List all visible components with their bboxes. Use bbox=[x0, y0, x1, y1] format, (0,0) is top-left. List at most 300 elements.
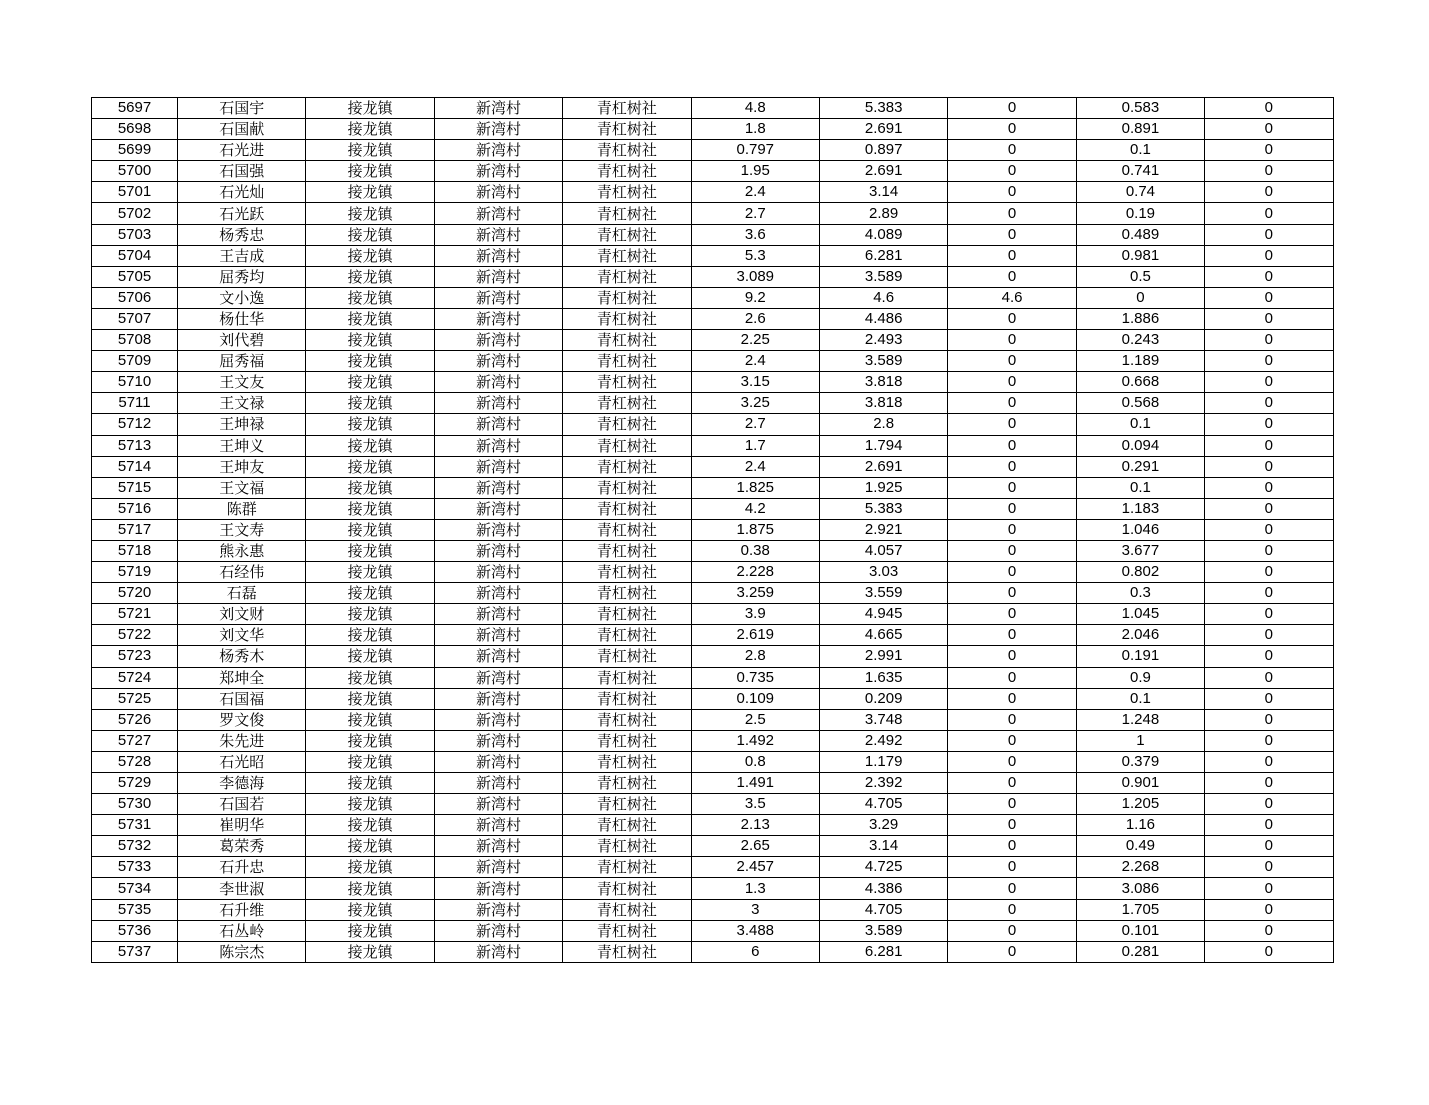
cell-value-a: 0.38 bbox=[691, 540, 819, 561]
cell-name: 石国福 bbox=[178, 688, 306, 709]
cell-record-id: 5712 bbox=[92, 414, 178, 435]
table-row bbox=[92, 899, 1334, 920]
cell-name: 陈群 bbox=[178, 498, 306, 519]
cell-town: 接龙镇 bbox=[306, 519, 434, 540]
cell-value-d: 1.045 bbox=[1076, 604, 1204, 625]
cell-town: 接龙镇 bbox=[306, 646, 434, 667]
cell-value-c: 0 bbox=[948, 562, 1076, 583]
cell-value-d: 0.281 bbox=[1076, 941, 1204, 962]
cell-village: 新湾村 bbox=[434, 308, 562, 329]
table-row bbox=[92, 604, 1334, 625]
cell-value-a: 3.15 bbox=[691, 372, 819, 393]
cell-value-a: 2.13 bbox=[691, 815, 819, 836]
cell-name: 王文禄 bbox=[178, 393, 306, 414]
cell-value-a: 1.491 bbox=[691, 773, 819, 794]
cell-value-d: 3.677 bbox=[1076, 540, 1204, 561]
cell-town: 接龙镇 bbox=[306, 203, 434, 224]
cell-value-b: 2.691 bbox=[819, 119, 947, 140]
cell-record-id: 5706 bbox=[92, 287, 178, 308]
cell-village: 新湾村 bbox=[434, 941, 562, 962]
cell-value-c: 0 bbox=[948, 583, 1076, 604]
cell-community: 青杠树社 bbox=[563, 161, 691, 182]
cell-value-c: 0 bbox=[948, 330, 1076, 351]
cell-village: 新湾村 bbox=[434, 667, 562, 688]
table-row bbox=[92, 836, 1334, 857]
cell-town: 接龙镇 bbox=[306, 393, 434, 414]
cell-community: 青杠树社 bbox=[563, 604, 691, 625]
cell-name: 屈秀均 bbox=[178, 266, 306, 287]
cell-name: 石升维 bbox=[178, 899, 306, 920]
cell-town: 接龙镇 bbox=[306, 98, 434, 119]
cell-town: 接龙镇 bbox=[306, 899, 434, 920]
cell-village: 新湾村 bbox=[434, 583, 562, 604]
cell-name: 郑坤全 bbox=[178, 667, 306, 688]
cell-value-a: 1.95 bbox=[691, 161, 819, 182]
cell-record-id: 5722 bbox=[92, 625, 178, 646]
cell-name: 文小逸 bbox=[178, 287, 306, 308]
cell-town: 接龙镇 bbox=[306, 287, 434, 308]
cell-value-c: 0 bbox=[948, 435, 1076, 456]
cell-value-b: 2.89 bbox=[819, 203, 947, 224]
cell-community: 青杠树社 bbox=[563, 751, 691, 772]
cell-town: 接龙镇 bbox=[306, 456, 434, 477]
cell-value-e: 0 bbox=[1205, 266, 1333, 287]
table-row bbox=[92, 857, 1334, 878]
cell-value-a: 2.4 bbox=[691, 351, 819, 372]
cell-value-d: 0.74 bbox=[1076, 182, 1204, 203]
cell-value-a: 5.3 bbox=[691, 245, 819, 266]
cell-community: 青杠树社 bbox=[563, 773, 691, 794]
cell-village: 新湾村 bbox=[434, 540, 562, 561]
cell-village: 新湾村 bbox=[434, 836, 562, 857]
cell-record-id: 5709 bbox=[92, 351, 178, 372]
cell-value-a: 2.7 bbox=[691, 203, 819, 224]
cell-name: 刘代碧 bbox=[178, 330, 306, 351]
cell-town: 接龙镇 bbox=[306, 330, 434, 351]
cell-town: 接龙镇 bbox=[306, 815, 434, 836]
cell-value-b: 2.493 bbox=[819, 330, 947, 351]
cell-value-c: 0 bbox=[948, 498, 1076, 519]
cell-name: 朱先进 bbox=[178, 730, 306, 751]
cell-village: 新湾村 bbox=[434, 435, 562, 456]
cell-village: 新湾村 bbox=[434, 625, 562, 646]
cell-name: 石升忠 bbox=[178, 857, 306, 878]
cell-village: 新湾村 bbox=[434, 773, 562, 794]
cell-value-b: 2.991 bbox=[819, 646, 947, 667]
cell-value-b: 1.179 bbox=[819, 751, 947, 772]
cell-value-a: 2.457 bbox=[691, 857, 819, 878]
cell-town: 接龙镇 bbox=[306, 688, 434, 709]
cell-value-d: 1 bbox=[1076, 730, 1204, 751]
cell-village: 新湾村 bbox=[434, 245, 562, 266]
cell-value-e: 0 bbox=[1205, 583, 1333, 604]
cell-value-e: 0 bbox=[1205, 899, 1333, 920]
cell-village: 新湾村 bbox=[434, 604, 562, 625]
cell-community: 青杠树社 bbox=[563, 646, 691, 667]
cell-name: 石丛岭 bbox=[178, 920, 306, 941]
cell-town: 接龙镇 bbox=[306, 709, 434, 730]
cell-value-b: 4.486 bbox=[819, 308, 947, 329]
cell-value-b: 4.725 bbox=[819, 857, 947, 878]
table-row bbox=[92, 98, 1334, 119]
cell-name: 葛荣秀 bbox=[178, 836, 306, 857]
cell-name: 杨秀忠 bbox=[178, 224, 306, 245]
cell-value-c: 0 bbox=[948, 604, 1076, 625]
cell-village: 新湾村 bbox=[434, 119, 562, 140]
cell-value-d: 0.891 bbox=[1076, 119, 1204, 140]
cell-value-e: 0 bbox=[1205, 203, 1333, 224]
cell-value-b: 3.29 bbox=[819, 815, 947, 836]
cell-community: 青杠树社 bbox=[563, 266, 691, 287]
cell-town: 接龙镇 bbox=[306, 245, 434, 266]
cell-record-id: 5704 bbox=[92, 245, 178, 266]
cell-value-c: 0 bbox=[948, 773, 1076, 794]
cell-name: 石经伟 bbox=[178, 562, 306, 583]
cell-name: 石光昭 bbox=[178, 751, 306, 772]
cell-value-c: 0 bbox=[948, 372, 1076, 393]
cell-record-id: 5713 bbox=[92, 435, 178, 456]
cell-value-a: 1.825 bbox=[691, 477, 819, 498]
cell-value-a: 3.259 bbox=[691, 583, 819, 604]
cell-value-d: 0.101 bbox=[1076, 920, 1204, 941]
cell-value-c: 0 bbox=[948, 414, 1076, 435]
cell-value-e: 0 bbox=[1205, 709, 1333, 730]
cell-value-a: 0.797 bbox=[691, 140, 819, 161]
cell-community: 青杠树社 bbox=[563, 794, 691, 815]
cell-town: 接龙镇 bbox=[306, 161, 434, 182]
cell-name: 屈秀福 bbox=[178, 351, 306, 372]
cell-value-b: 4.705 bbox=[819, 794, 947, 815]
cell-value-e: 0 bbox=[1205, 351, 1333, 372]
table-row bbox=[92, 751, 1334, 772]
table-row bbox=[92, 583, 1334, 604]
cell-value-b: 2.492 bbox=[819, 730, 947, 751]
cell-value-a: 2.228 bbox=[691, 562, 819, 583]
cell-name: 崔明华 bbox=[178, 815, 306, 836]
cell-value-d: 1.205 bbox=[1076, 794, 1204, 815]
cell-record-id: 5726 bbox=[92, 709, 178, 730]
table-row bbox=[92, 920, 1334, 941]
cell-town: 接龙镇 bbox=[306, 667, 434, 688]
cell-value-b: 6.281 bbox=[819, 941, 947, 962]
cell-value-d: 0.1 bbox=[1076, 414, 1204, 435]
table-row bbox=[92, 625, 1334, 646]
cell-record-id: 5718 bbox=[92, 540, 178, 561]
cell-value-e: 0 bbox=[1205, 308, 1333, 329]
cell-value-d: 0.489 bbox=[1076, 224, 1204, 245]
cell-community: 青杠树社 bbox=[563, 372, 691, 393]
cell-value-a: 9.2 bbox=[691, 287, 819, 308]
cell-name: 李德海 bbox=[178, 773, 306, 794]
cell-value-d: 3.086 bbox=[1076, 878, 1204, 899]
cell-community: 青杠树社 bbox=[563, 245, 691, 266]
cell-value-d: 2.046 bbox=[1076, 625, 1204, 646]
cell-village: 新湾村 bbox=[434, 730, 562, 751]
cell-value-a: 2.5 bbox=[691, 709, 819, 730]
cell-town: 接龙镇 bbox=[306, 372, 434, 393]
cell-record-id: 5732 bbox=[92, 836, 178, 857]
cell-value-d: 2.268 bbox=[1076, 857, 1204, 878]
table-row bbox=[92, 287, 1334, 308]
cell-community: 青杠树社 bbox=[563, 287, 691, 308]
cell-value-d: 0.3 bbox=[1076, 583, 1204, 604]
cell-value-a: 2.4 bbox=[691, 182, 819, 203]
table-row bbox=[92, 456, 1334, 477]
cell-value-c: 0 bbox=[948, 646, 1076, 667]
cell-value-b: 3.818 bbox=[819, 372, 947, 393]
cell-value-a: 2.7 bbox=[691, 414, 819, 435]
cell-value-a: 2.6 bbox=[691, 308, 819, 329]
cell-name: 王吉成 bbox=[178, 245, 306, 266]
cell-value-d: 0.19 bbox=[1076, 203, 1204, 224]
cell-community: 青杠树社 bbox=[563, 730, 691, 751]
cell-record-id: 5727 bbox=[92, 730, 178, 751]
cell-value-e: 0 bbox=[1205, 98, 1333, 119]
cell-record-id: 5719 bbox=[92, 562, 178, 583]
cell-value-e: 0 bbox=[1205, 878, 1333, 899]
table-row bbox=[92, 140, 1334, 161]
cell-village: 新湾村 bbox=[434, 393, 562, 414]
cell-town: 接龙镇 bbox=[306, 224, 434, 245]
cell-record-id: 5729 bbox=[92, 773, 178, 794]
cell-value-c: 0 bbox=[948, 351, 1076, 372]
table-row bbox=[92, 540, 1334, 561]
cell-value-c: 0 bbox=[948, 224, 1076, 245]
cell-name: 石光跃 bbox=[178, 203, 306, 224]
cell-village: 新湾村 bbox=[434, 815, 562, 836]
cell-community: 青杠树社 bbox=[563, 477, 691, 498]
cell-name: 石国宇 bbox=[178, 98, 306, 119]
cell-value-c: 0 bbox=[948, 794, 1076, 815]
cell-value-d: 0.1 bbox=[1076, 688, 1204, 709]
cell-value-c: 0 bbox=[948, 477, 1076, 498]
cell-value-a: 0.735 bbox=[691, 667, 819, 688]
cell-record-id: 5707 bbox=[92, 308, 178, 329]
cell-name: 王文寿 bbox=[178, 519, 306, 540]
cell-town: 接龙镇 bbox=[306, 140, 434, 161]
cell-community: 青杠树社 bbox=[563, 414, 691, 435]
cell-name: 王文福 bbox=[178, 477, 306, 498]
cell-village: 新湾村 bbox=[434, 688, 562, 709]
cell-value-a: 3.6 bbox=[691, 224, 819, 245]
cell-value-c: 0 bbox=[948, 899, 1076, 920]
cell-value-c: 0 bbox=[948, 519, 1076, 540]
cell-village: 新湾村 bbox=[434, 709, 562, 730]
cell-value-c: 0 bbox=[948, 836, 1076, 857]
cell-value-e: 0 bbox=[1205, 393, 1333, 414]
cell-value-b: 3.14 bbox=[819, 836, 947, 857]
cell-value-a: 3.5 bbox=[691, 794, 819, 815]
cell-village: 新湾村 bbox=[434, 920, 562, 941]
table-row bbox=[92, 878, 1334, 899]
cell-town: 接龙镇 bbox=[306, 920, 434, 941]
table-body bbox=[92, 98, 1334, 963]
cell-value-c: 0 bbox=[948, 266, 1076, 287]
cell-record-id: 5714 bbox=[92, 456, 178, 477]
table-row bbox=[92, 224, 1334, 245]
cell-village: 新湾村 bbox=[434, 857, 562, 878]
cell-value-c: 0 bbox=[948, 393, 1076, 414]
table-row bbox=[92, 245, 1334, 266]
cell-value-e: 0 bbox=[1205, 372, 1333, 393]
cell-town: 接龙镇 bbox=[306, 583, 434, 604]
cell-town: 接龙镇 bbox=[306, 941, 434, 962]
cell-value-c: 0 bbox=[948, 182, 1076, 203]
cell-value-e: 0 bbox=[1205, 667, 1333, 688]
cell-town: 接龙镇 bbox=[306, 351, 434, 372]
table-row bbox=[92, 308, 1334, 329]
cell-record-id: 5715 bbox=[92, 477, 178, 498]
table-row bbox=[92, 794, 1334, 815]
cell-value-e: 0 bbox=[1205, 287, 1333, 308]
cell-value-a: 2.65 bbox=[691, 836, 819, 857]
cell-value-a: 6 bbox=[691, 941, 819, 962]
cell-value-c: 0 bbox=[948, 920, 1076, 941]
cell-value-b: 3.589 bbox=[819, 920, 947, 941]
cell-name: 杨秀木 bbox=[178, 646, 306, 667]
cell-value-d: 0.668 bbox=[1076, 372, 1204, 393]
cell-village: 新湾村 bbox=[434, 203, 562, 224]
cell-value-b: 2.691 bbox=[819, 161, 947, 182]
cell-value-a: 1.492 bbox=[691, 730, 819, 751]
cell-value-d: 1.248 bbox=[1076, 709, 1204, 730]
cell-community: 青杠树社 bbox=[563, 920, 691, 941]
cell-community: 青杠树社 bbox=[563, 562, 691, 583]
cell-value-e: 0 bbox=[1205, 540, 1333, 561]
cell-town: 接龙镇 bbox=[306, 604, 434, 625]
cell-community: 青杠树社 bbox=[563, 182, 691, 203]
cell-value-a: 3.25 bbox=[691, 393, 819, 414]
cell-value-c: 0 bbox=[948, 161, 1076, 182]
cell-community: 青杠树社 bbox=[563, 119, 691, 140]
cell-village: 新湾村 bbox=[434, 330, 562, 351]
cell-value-d: 0.5 bbox=[1076, 266, 1204, 287]
cell-value-e: 0 bbox=[1205, 751, 1333, 772]
cell-value-a: 0.8 bbox=[691, 751, 819, 772]
cell-village: 新湾村 bbox=[434, 646, 562, 667]
cell-town: 接龙镇 bbox=[306, 540, 434, 561]
cell-community: 青杠树社 bbox=[563, 709, 691, 730]
cell-record-id: 5733 bbox=[92, 857, 178, 878]
cell-value-b: 4.057 bbox=[819, 540, 947, 561]
cell-value-a: 2.619 bbox=[691, 625, 819, 646]
cell-village: 新湾村 bbox=[434, 878, 562, 899]
cell-record-id: 5705 bbox=[92, 266, 178, 287]
cell-value-e: 0 bbox=[1205, 625, 1333, 646]
cell-value-b: 1.635 bbox=[819, 667, 947, 688]
cell-record-id: 5721 bbox=[92, 604, 178, 625]
cell-town: 接龙镇 bbox=[306, 414, 434, 435]
cell-value-e: 0 bbox=[1205, 498, 1333, 519]
table-row bbox=[92, 815, 1334, 836]
cell-value-c: 0 bbox=[948, 98, 1076, 119]
cell-value-c: 0 bbox=[948, 815, 1076, 836]
cell-value-a: 2.8 bbox=[691, 646, 819, 667]
cell-value-b: 4.386 bbox=[819, 878, 947, 899]
table-row bbox=[92, 372, 1334, 393]
cell-value-a: 1.875 bbox=[691, 519, 819, 540]
cell-value-e: 0 bbox=[1205, 245, 1333, 266]
cell-village: 新湾村 bbox=[434, 519, 562, 540]
cell-value-c: 0 bbox=[948, 857, 1076, 878]
table-row bbox=[92, 730, 1334, 751]
cell-value-b: 3.818 bbox=[819, 393, 947, 414]
cell-community: 青杠树社 bbox=[563, 878, 691, 899]
table-row bbox=[92, 941, 1334, 962]
table-row bbox=[92, 203, 1334, 224]
cell-village: 新湾村 bbox=[434, 182, 562, 203]
cell-value-d: 0.9 bbox=[1076, 667, 1204, 688]
cell-community: 青杠树社 bbox=[563, 435, 691, 456]
cell-town: 接龙镇 bbox=[306, 266, 434, 287]
cell-value-e: 0 bbox=[1205, 519, 1333, 540]
cell-value-a: 3 bbox=[691, 899, 819, 920]
cell-value-b: 3.589 bbox=[819, 351, 947, 372]
cell-community: 青杠树社 bbox=[563, 456, 691, 477]
cell-town: 接龙镇 bbox=[306, 477, 434, 498]
table-row bbox=[92, 330, 1334, 351]
cell-community: 青杠树社 bbox=[563, 98, 691, 119]
cell-value-d: 0.981 bbox=[1076, 245, 1204, 266]
table-row bbox=[92, 182, 1334, 203]
cell-town: 接龙镇 bbox=[306, 878, 434, 899]
cell-value-d: 0.1 bbox=[1076, 140, 1204, 161]
cell-community: 青杠树社 bbox=[563, 351, 691, 372]
cell-value-b: 4.089 bbox=[819, 224, 947, 245]
cell-village: 新湾村 bbox=[434, 287, 562, 308]
cell-name: 王文友 bbox=[178, 372, 306, 393]
cell-value-b: 2.392 bbox=[819, 773, 947, 794]
cell-village: 新湾村 bbox=[434, 456, 562, 477]
cell-value-e: 0 bbox=[1205, 182, 1333, 203]
table-row bbox=[92, 646, 1334, 667]
table-row bbox=[92, 161, 1334, 182]
cell-village: 新湾村 bbox=[434, 498, 562, 519]
cell-record-id: 5708 bbox=[92, 330, 178, 351]
table-row bbox=[92, 562, 1334, 583]
cell-community: 青杠树社 bbox=[563, 857, 691, 878]
cell-record-id: 5735 bbox=[92, 899, 178, 920]
cell-value-c: 0 bbox=[948, 245, 1076, 266]
cell-value-c: 4.6 bbox=[948, 287, 1076, 308]
cell-value-e: 0 bbox=[1205, 456, 1333, 477]
cell-value-d: 0.802 bbox=[1076, 562, 1204, 583]
cell-value-d: 0 bbox=[1076, 287, 1204, 308]
cell-name: 熊永惠 bbox=[178, 540, 306, 561]
cell-record-id: 5725 bbox=[92, 688, 178, 709]
cell-value-d: 1.886 bbox=[1076, 308, 1204, 329]
cell-community: 青杠树社 bbox=[563, 519, 691, 540]
cell-value-c: 0 bbox=[948, 667, 1076, 688]
cell-value-d: 0.191 bbox=[1076, 646, 1204, 667]
cell-value-c: 0 bbox=[948, 203, 1076, 224]
cell-village: 新湾村 bbox=[434, 140, 562, 161]
table-row bbox=[92, 119, 1334, 140]
table-row bbox=[92, 667, 1334, 688]
cell-record-id: 5698 bbox=[92, 119, 178, 140]
cell-community: 青杠树社 bbox=[563, 308, 691, 329]
cell-value-e: 0 bbox=[1205, 941, 1333, 962]
table-row bbox=[92, 498, 1334, 519]
cell-town: 接龙镇 bbox=[306, 857, 434, 878]
cell-value-c: 0 bbox=[948, 709, 1076, 730]
cell-value-a: 0.109 bbox=[691, 688, 819, 709]
table-row bbox=[92, 351, 1334, 372]
cell-name: 王坤义 bbox=[178, 435, 306, 456]
cell-value-b: 6.281 bbox=[819, 245, 947, 266]
cell-record-id: 5703 bbox=[92, 224, 178, 245]
cell-value-d: 0.583 bbox=[1076, 98, 1204, 119]
